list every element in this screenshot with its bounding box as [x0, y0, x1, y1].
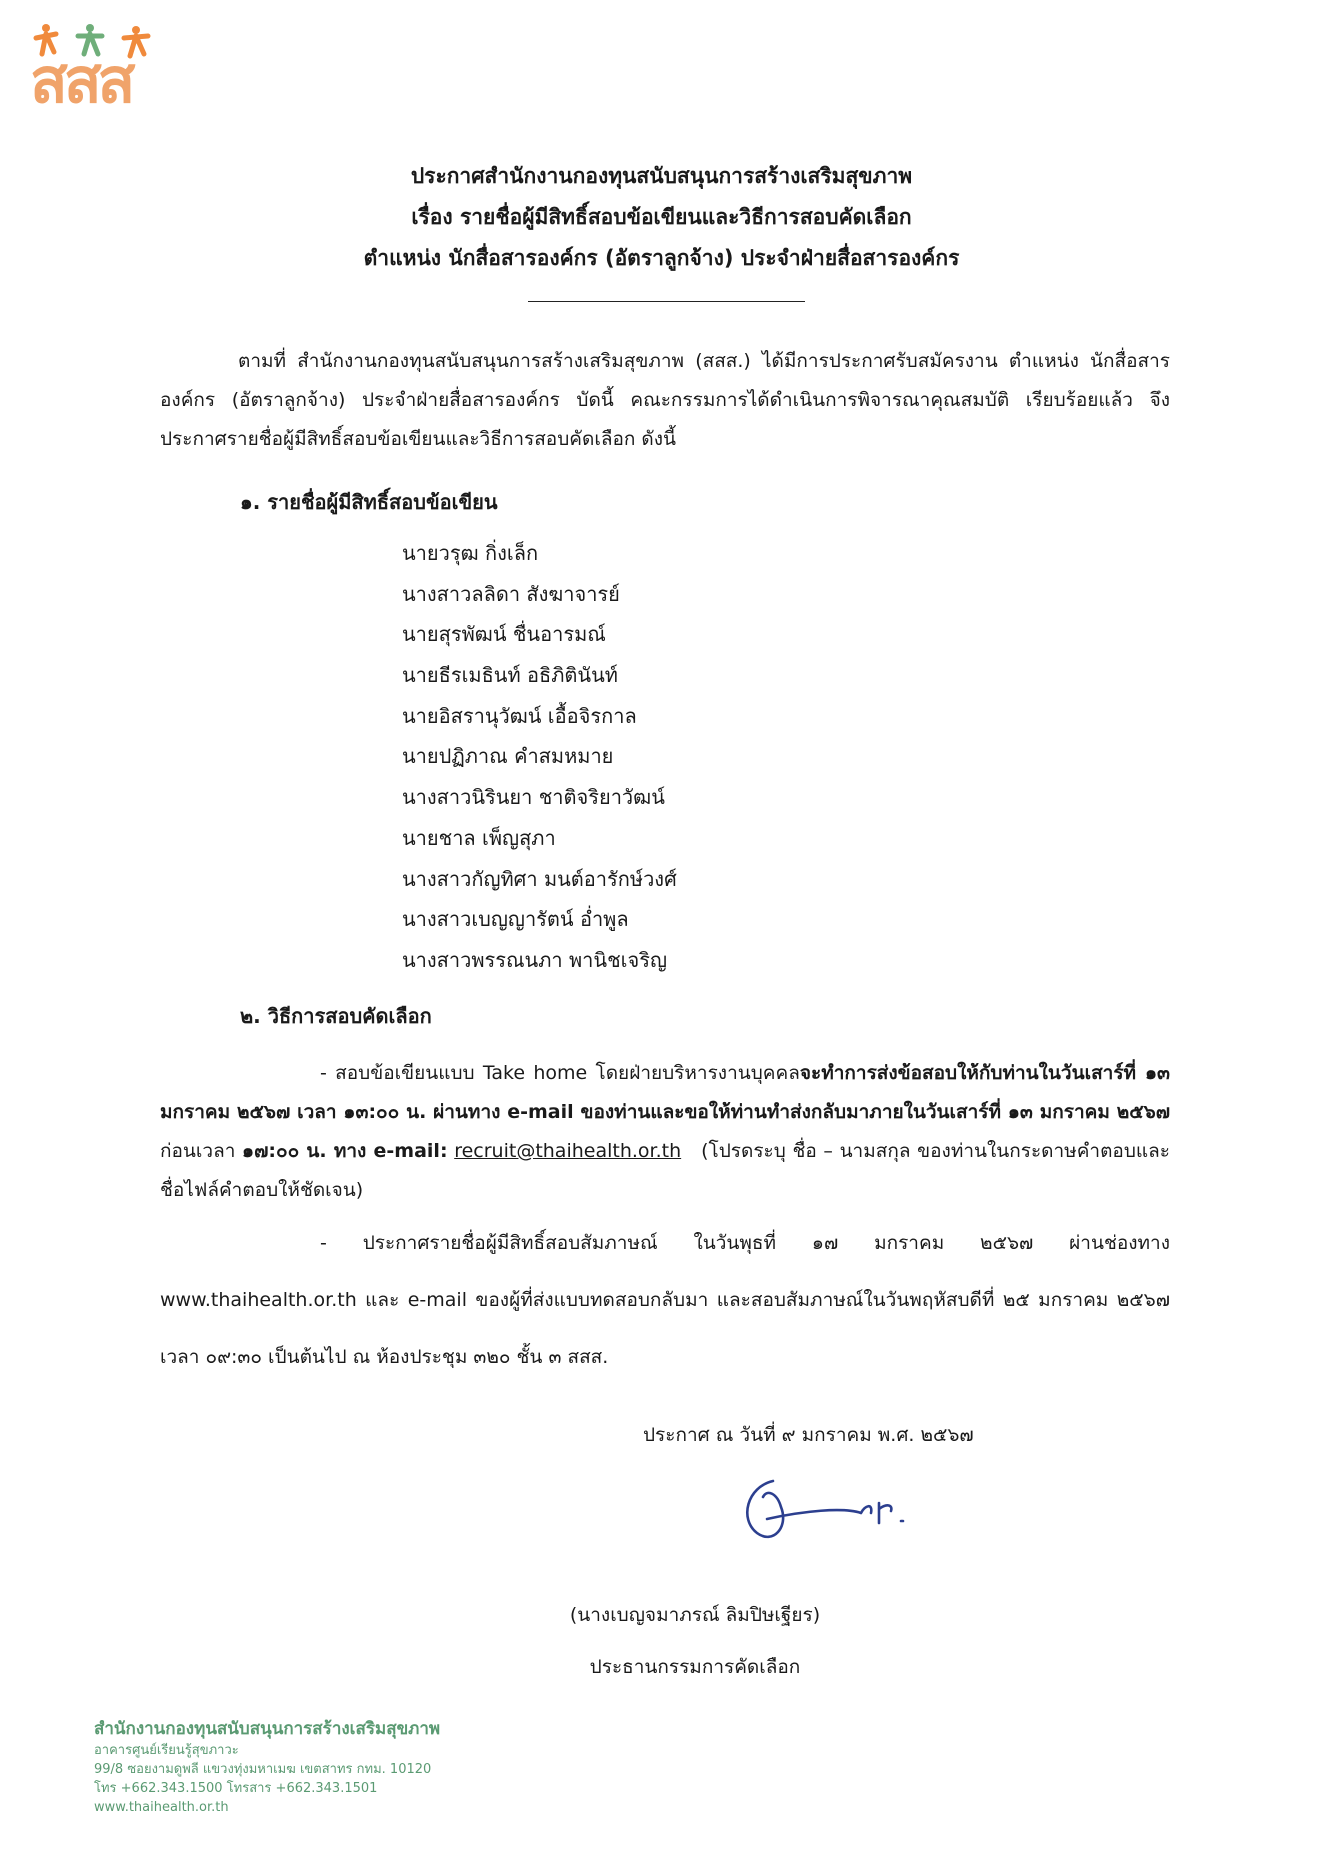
section-1-heading: ๑. รายชื่อผู้มีสิทธิ์สอบข้อเขียน [240, 490, 498, 514]
footer-phone: โทร +662.343.1500 โทรสาร +662.343.1501 [94, 1781, 378, 1796]
announcement-date: ประกาศ ณ วันที่ ๙ มกราคม พ.ศ. ๒๕๖๗ [643, 1424, 974, 1446]
candidate-list [402, 533, 677, 981]
footer-website: www.thaihealth.or.th [94, 1800, 229, 1815]
announcement-title: ประกาศสำนักงานกองทุนสนับสนุนการสร้างเสริมสุขภาพ [410, 164, 913, 188]
list-item: นางสาวลลิดา สังฆาจารย์ [402, 581, 620, 606]
exam-deadline-text: ๑๗:๐๐ น. ทาง e-mail: [242, 1140, 448, 1162]
section-2-heading: ๒. วิธีการสอบคัดเลือก [240, 1004, 432, 1028]
exam-method-paragraph [160, 1054, 1170, 1210]
intro-paragraph: ตามที่ สำนักงานกองทุนสนับสนุนการสร้างเสริมสุขภาพ (สสส.) ได้มีการประกาศรับสมัครงาน ตำแหน่ง นักสื่อสารองค์กร (อัตราลูกจ้าง) ประจำฝ่ายสื่อสารองค์กร บัดนี้ คณะกรรมการได้ดำเนินการพิจารณาคุณสมบัติ เรียบร้อยแล้ว จึงประกาศรายชื่อผู้มีสิทธิ์สอบข้อเขียนและวิธีการสอบคัดเลือก ดังนี้ [160, 350, 1170, 450]
footer-address: 99/8 ซอยงามดูพลี แขวงทุ่งมหาเมฆ เขตสาทร กทม. 10120 [94, 1762, 432, 1777]
interview-paragraph: - ประกาศรายชื่อผู้มีสิทธิ์สอบสัมภาษณ์ ในวันพุธที่ ๑๗ มกราคม ๒๕๖๗ ผ่านช่องทาง www.thaihealth.or.th และ e-mail ของผู้ที่ส่งแบบทดสอบกลับมา และสอบสัมภาษณ์ในวันพฤหัสบดีที่ ๒๕ มกราคม ๒๕๖๗ เวลา ๐๙:๓๐ เป็นต้นไป ณ ห้องประชุม ๓๒๐ ชั้น ๓ สสส. [160, 1232, 1170, 1368]
recruit-email-link[interactable]: recruit@thaihealth.or.th [454, 1140, 682, 1162]
list-item: นายธีรเมธินท์ อธิภิตินันท์ [402, 663, 618, 688]
exam-schedule-text: จะทำการส่งข้อสอบให้กับท่านในวันเสาร์ที่ ๑๓ มกราคม ๒๕๖๗ เวลา ๑๓:๐๐ น. ผ่านทาง e-mail ของท่านและขอให้ท่านทำส่งกลับมาภายในวันเสาร์ที่ ๑๓ มกราคม ๒๕๖๗ [160, 1062, 1171, 1123]
list-item: นางสาวกัญทิศา มนต์อารักษ์วงศ์ [402, 866, 677, 891]
signer-name: (นางเบญจมาภรณ์ ลิมปิษเฐียร) [569, 1604, 821, 1626]
org-logo [28, 20, 198, 130]
list-item: นายปฏิภาณ คำสมหมาย [402, 744, 614, 769]
list-item: นายอิสรานุวัฒน์ เอื้อจิรกาล [402, 703, 637, 728]
logo-wordmark: สสส [30, 44, 132, 117]
footer [94, 1718, 440, 1817]
list-item: นายวรุฒ กิ่งเล็ก [402, 541, 539, 565]
list-item: นางสาวนิรินยา ชาติจริยาวัฒน์ [402, 785, 665, 810]
list-item: นางสาวพรรณนภา พานิชเจริญ [402, 947, 667, 972]
footer-building: อาคารศูนย์เรียนรู้สุขภาวะ [94, 1743, 239, 1758]
signer-title: ประธานกรรมการคัดเลือก [589, 1656, 801, 1678]
list-item: นายชาล เพ็ญสุภา [402, 825, 556, 850]
signature-icon [733, 1467, 943, 1547]
exam-deadline-prefix: ก่อนเวลา [160, 1140, 243, 1162]
list-item: นางสาวเบญญารัตน์ อ่ำพูล [402, 907, 629, 932]
list-item: นายสุรพัฒน์ ชื่นอารมณ์ [402, 622, 606, 647]
announcement-subject: เรื่อง รายชื่อผู้มีสิทธิ์สอบข้อเขียนและวิธีการสอบคัดเลือก [411, 205, 912, 229]
exam-note-text: (โปรดระบุ ชื่อ – นามสกุล ของท่านในกระดาษคำตอบและชื่อไฟล์คำตอบให้ชัดเจน) [160, 1140, 1170, 1201]
announcement-position: ตำแหน่ง นักสื่อสารองค์กร (อัตราลูกจ้าง) ประจำฝ่ายสื่อสารองค์กร [363, 246, 960, 270]
title-divider [528, 301, 805, 302]
exam-method-text: - สอบข้อเขียนแบบ Take home โดยฝ่ายบริหารงานบุคคล [320, 1062, 800, 1084]
footer-org-name: สำนักงานกองทุนสนับสนุนการสร้างเสริมสุขภาพ [94, 1719, 441, 1739]
